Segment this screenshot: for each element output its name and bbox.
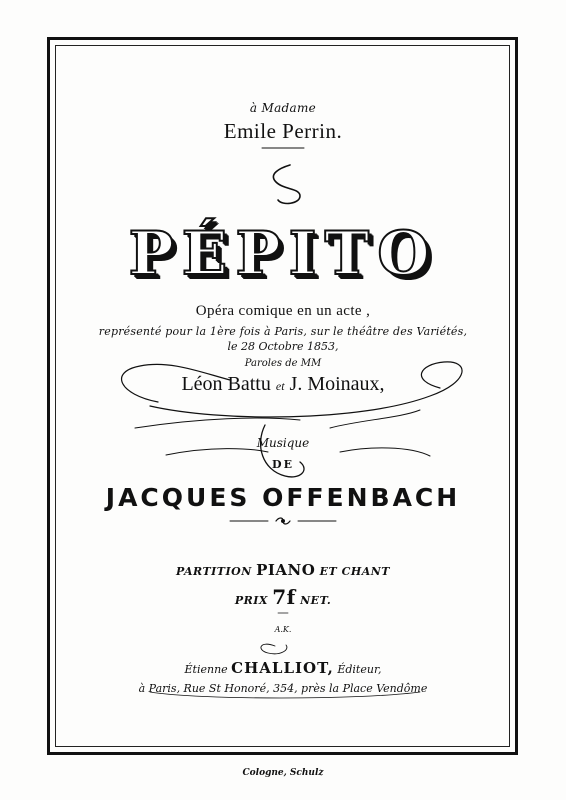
- publisher-name: CHALLIOT,: [231, 659, 334, 677]
- de-label: DE: [272, 458, 294, 471]
- dedication-line: à Madame: [249, 101, 317, 115]
- music-label: Musique: [256, 436, 310, 450]
- librettist-2: J. Moinaux,: [289, 373, 385, 395]
- edition-post: ET CHANT: [319, 565, 390, 578]
- edition-line: [0, 561, 566, 579]
- genre-line: Opéra comique en un acte ,: [195, 303, 371, 319]
- librettist-separator: et: [275, 379, 285, 393]
- edition-main: PIANO: [256, 561, 316, 579]
- edition-pre: PARTITION: [176, 565, 252, 578]
- librettist-1: Léon Battu: [181, 373, 271, 395]
- premiere-line: représenté pour la 1ère fois à Paris, sur le théâtre des Variétés,: [98, 325, 468, 338]
- price-label: PRIX: [234, 594, 268, 607]
- publisher-line: [0, 659, 566, 677]
- publisher-post: Éditeur,: [337, 663, 382, 676]
- price-line: [0, 585, 566, 609]
- price-suffix: NET.: [300, 594, 332, 607]
- plate-mark: A.K.: [274, 625, 292, 634]
- library-mark: Cologne, Schulz: [242, 768, 324, 778]
- opera-title: PÉPITO: [128, 219, 438, 289]
- price-value: 7f: [272, 585, 296, 609]
- publisher-address: à Paris, Rue St Honoré, 354, près la Place Vendôme: [138, 682, 428, 695]
- publisher-pre: Étienne: [184, 663, 228, 676]
- librettists-line: [0, 373, 566, 396]
- dedicatee-name: Emile Perrin.: [223, 119, 343, 143]
- premiere-date: le 28 Octobre 1853,: [227, 340, 339, 353]
- lyrics-label: Paroles de MM: [244, 358, 322, 369]
- composer-name: JACQUES OFFENBACH: [105, 483, 461, 512]
